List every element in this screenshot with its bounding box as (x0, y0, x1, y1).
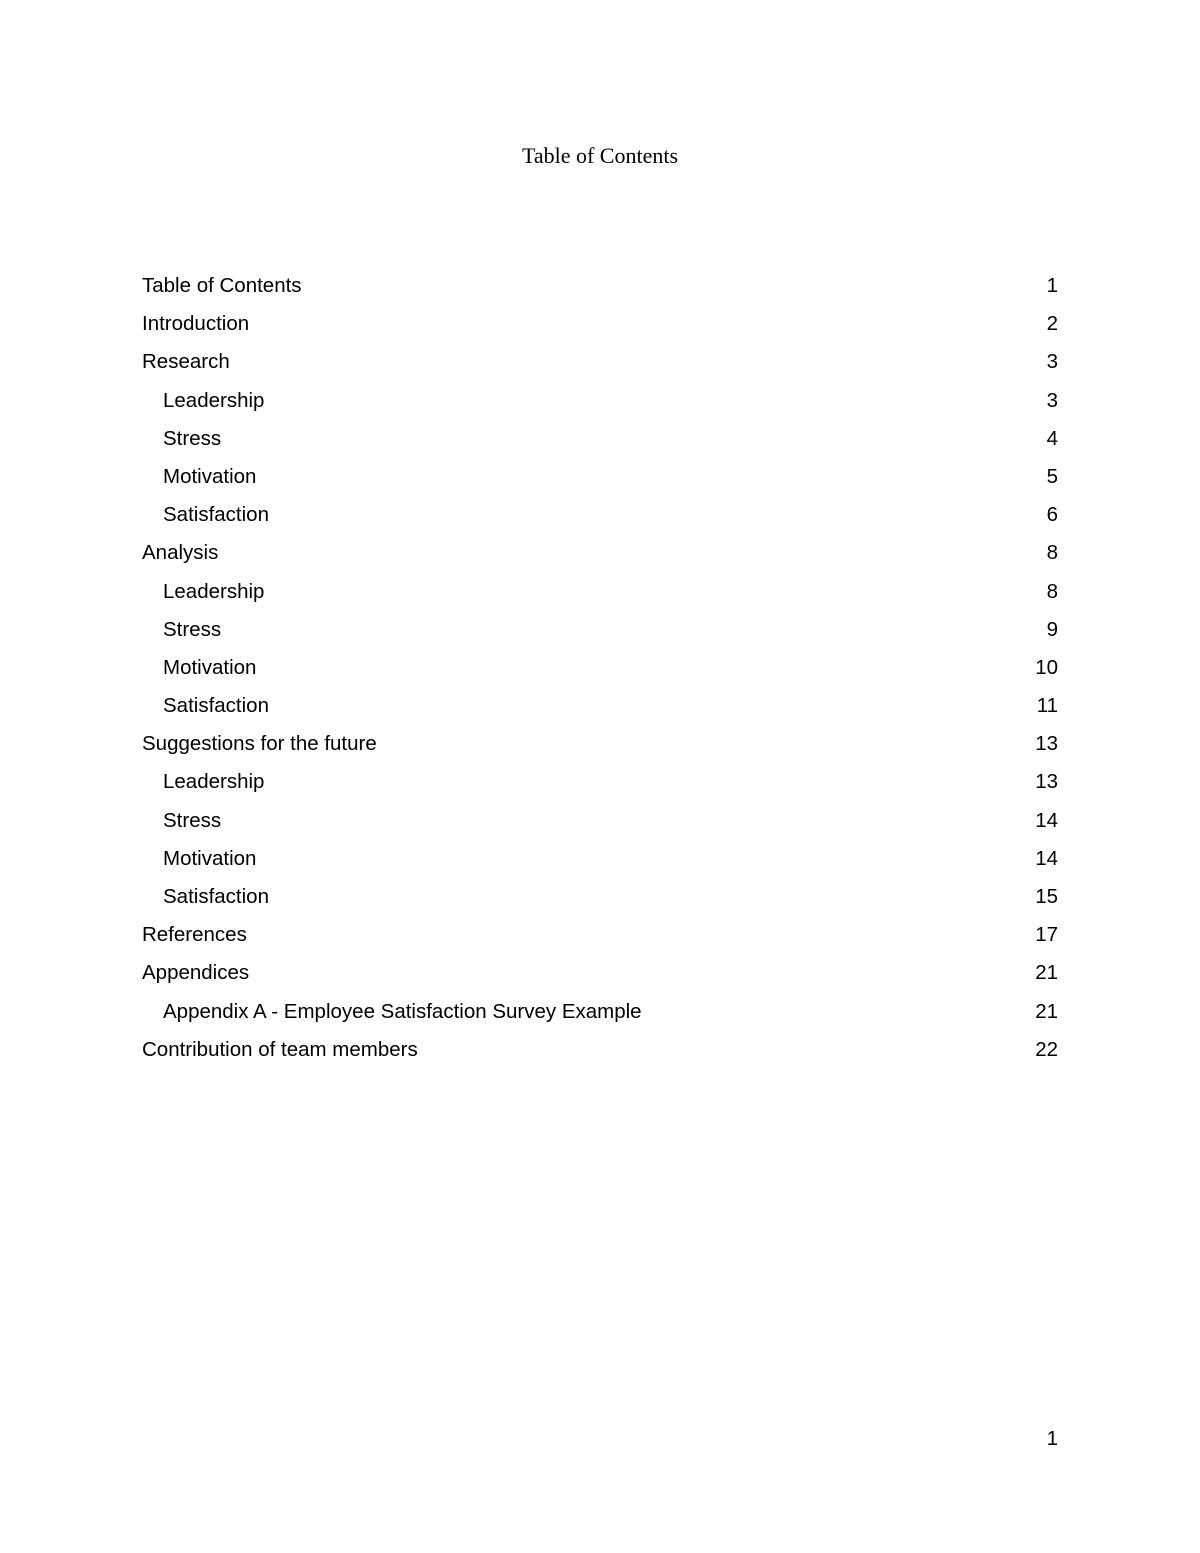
toc-entry-label: Suggestions for the future (142, 732, 377, 756)
toc-entry-label: Motivation (163, 846, 257, 870)
toc-entry-page: 6 (1046, 503, 1058, 527)
toc-entry-label: Satisfaction (163, 885, 269, 908)
toc-entry[interactable] (142, 691, 1058, 729)
toc-entry[interactable] (142, 1035, 1058, 1073)
toc-entry-label: Stress (163, 617, 222, 641)
toc-entry-page: 13 (1035, 732, 1058, 756)
toc-entry-page: 3 (1046, 388, 1058, 412)
toc-entry[interactable] (142, 844, 1058, 882)
toc-entry[interactable] (142, 653, 1058, 691)
toc-entry-label: Appendices (142, 961, 250, 985)
toc-entry[interactable] (142, 920, 1058, 958)
toc-entry[interactable] (142, 271, 1058, 309)
page-title: Table of Contents (521, 143, 679, 168)
toc-entry[interactable] (142, 577, 1058, 615)
toc-entry-label: Contribution of team members (142, 1037, 418, 1061)
toc-entry-label: Leadership (163, 770, 265, 794)
toc-entry-label: Appendix A - Employee Satisfaction Survey Example (163, 999, 642, 1023)
toc-entry[interactable] (142, 729, 1058, 767)
toc-entry-label: Stress (163, 426, 222, 450)
toc-entry-page: 17 (1035, 923, 1058, 947)
toc-entry-label: Stress (163, 808, 222, 832)
toc-entry-page: 21 (1035, 999, 1058, 1023)
toc-entry-label: References (142, 923, 247, 947)
toc-entry-page: 4 (1046, 426, 1058, 450)
toc-entry-page: 11 (1036, 694, 1058, 718)
toc-entry-label: Leadership (163, 388, 265, 412)
toc-entry[interactable] (142, 386, 1058, 424)
toc-entry-label: Analysis (142, 541, 219, 565)
toc-entry-page: 8 (1046, 579, 1058, 603)
toc-entry-page: 5 (1046, 464, 1058, 488)
toc-entry[interactable] (142, 347, 1058, 385)
toc-entry[interactable] (142, 997, 1058, 1035)
toc-entry[interactable] (142, 615, 1058, 653)
toc-entry[interactable] (142, 882, 1058, 920)
toc-entry-page: 13 (1035, 770, 1058, 794)
toc-entry-page: 3 (1046, 350, 1058, 374)
toc-entry[interactable] (142, 958, 1058, 996)
toc-entry-page: 22 (1035, 1037, 1058, 1061)
toc-entry-page: 21 (1035, 961, 1058, 985)
toc-entry-page: 15 (1035, 885, 1058, 908)
toc-entry[interactable] (142, 309, 1058, 347)
toc-entry[interactable] (142, 806, 1058, 844)
toc-entry-label: Satisfaction (163, 694, 269, 718)
toc-entry[interactable] (142, 424, 1058, 462)
toc-entry-page: 14 (1035, 846, 1058, 870)
toc-entry[interactable] (142, 462, 1058, 500)
toc-entry-page: 8 (1046, 541, 1058, 565)
toc-entry-page: 14 (1035, 808, 1058, 832)
toc-entry[interactable] (142, 538, 1058, 576)
toc-entry-page: 1 (1046, 274, 1058, 297)
toc-entry-page: 10 (1035, 655, 1058, 679)
toc-entry-label: Satisfaction (163, 503, 269, 527)
toc-entry-label: Leadership (163, 579, 265, 603)
page-number: 1 (1046, 1427, 1058, 1450)
toc-entry-label: Introduction (142, 312, 250, 336)
toc-entry-label: Table of Contents (142, 274, 302, 297)
toc-entry-label: Research (142, 350, 230, 374)
toc-entry[interactable] (142, 767, 1058, 805)
toc-entry-label: Motivation (163, 464, 257, 488)
toc-entry-page: 9 (1046, 617, 1058, 641)
toc-entry-label: Motivation (163, 655, 257, 679)
table-of-contents (142, 271, 1058, 1073)
toc-entry[interactable] (142, 500, 1058, 538)
toc-entry-page: 2 (1046, 312, 1058, 336)
